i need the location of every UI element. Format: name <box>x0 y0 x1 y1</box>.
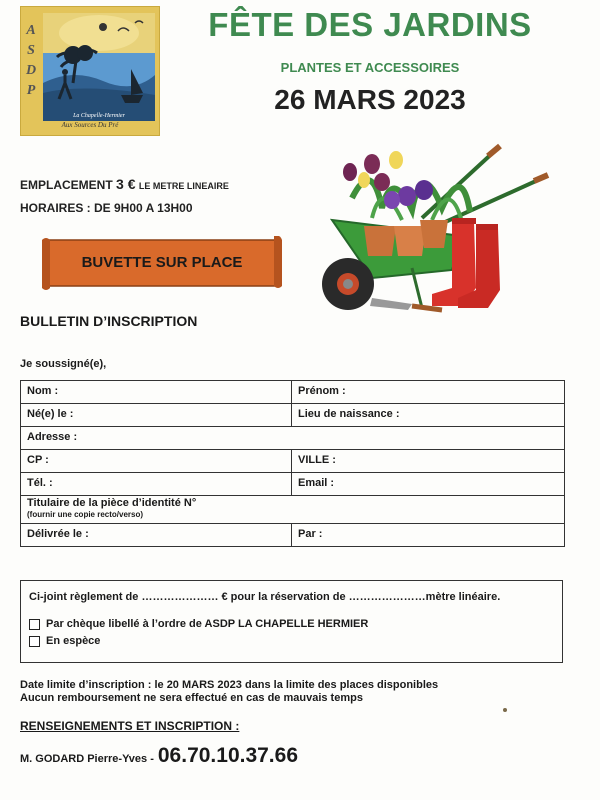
contact-name: M. GODARD Pierre-Yves - <box>20 753 154 765</box>
birthplace-field[interactable]: Lieu de naissance : <box>298 408 400 420</box>
event-date: 26 MARS 2023 <box>274 84 466 115</box>
logo-letters <box>24 21 38 101</box>
buvette-banner <box>42 236 282 290</box>
logo-letter: A <box>26 23 36 38</box>
form-row <box>21 473 564 496</box>
deadline-line: Date limite d’inscription : le 20 MARS 2023 dans la limite des places disponibles <box>20 679 439 691</box>
payment-box <box>20 580 563 663</box>
identity-label: Titulaire de la pièce d’identité N° <box>27 497 197 509</box>
logo-letter: D <box>25 63 37 78</box>
deadline-notice <box>20 679 438 705</box>
page-title: FÊTE DES JARDINS <box>208 6 532 43</box>
emplacement-info <box>20 176 229 192</box>
logo-landscape-image <box>43 13 155 121</box>
option-espece[interactable] <box>29 635 100 647</box>
renseignements-heading: RENSEIGNEMENTS ET INSCRIPTION : <box>20 719 240 733</box>
intro-text: Je soussigné(e), <box>20 358 107 370</box>
emplacement-unit: LE METRE LINEAIRE <box>138 181 229 191</box>
logo-letter: S <box>27 43 35 58</box>
horaires-info: HORAIRES : DE 9H00 A 13H00 <box>20 201 193 215</box>
asdp-logo <box>20 6 160 136</box>
refund-line: Aucun remboursement ne sera effectué en cas de mauvais temps <box>20 692 363 704</box>
buvette-label: BUVETTE SUR PLACE <box>81 254 243 271</box>
logo-scene-text: La Chapelle-Hermier <box>73 113 125 119</box>
bulletin-title: BULLETIN D’INSCRIPTION <box>20 313 198 329</box>
form-row <box>21 496 564 524</box>
contact-phone: 06.70.10.37.66 <box>157 744 299 767</box>
logo-letter: P <box>26 83 36 98</box>
paper-speck <box>503 708 507 712</box>
form-row <box>21 450 564 473</box>
adresse-field[interactable]: Adresse : <box>27 431 78 443</box>
option-cheque[interactable] <box>29 618 368 630</box>
form-row <box>21 427 564 450</box>
cp-field[interactable]: CP : <box>21 450 292 472</box>
par-field[interactable]: Par : <box>298 528 323 540</box>
wheelbarrow-illustration <box>312 138 552 318</box>
form-row <box>21 524 564 547</box>
contact-line <box>20 744 298 768</box>
prenom-field[interactable]: Prénom : <box>298 385 346 397</box>
espece-checkbox[interactable] <box>29 636 40 647</box>
email-field[interactable]: Email : <box>298 477 335 489</box>
form-row <box>21 404 564 427</box>
payment-line: Ci-joint règlement de ………………… € pour la réservation de …………………mètre linéaire. <box>29 591 501 603</box>
identity-field[interactable] <box>21 496 564 523</box>
cheque-label: Par chèque libellé à l’ordre de ASDP LA CHAPELLE HERMIER <box>46 618 369 630</box>
nom-field[interactable]: Nom : <box>21 381 292 403</box>
cheque-checkbox[interactable] <box>29 619 40 630</box>
emplacement-label: EMPLACEMENT <box>20 178 113 192</box>
page-subtitle: PLANTES ET ACCESSOIRES <box>280 60 460 75</box>
delivree-field[interactable]: Délivrée le : <box>21 524 292 546</box>
form-row <box>21 381 564 404</box>
inscription-form <box>20 380 565 547</box>
emplacement-price: 3 € <box>116 176 136 192</box>
ville-field[interactable]: VILLE : <box>298 454 336 466</box>
tel-field[interactable]: Tél. : <box>21 473 292 495</box>
identity-note: (fournir une copie recto/verso) <box>27 510 144 519</box>
logo-caption: Aux Sources Du Pré <box>61 121 119 129</box>
birthdate-field[interactable]: Né(e) le : <box>21 404 292 426</box>
espece-label: En espèce <box>46 635 101 647</box>
